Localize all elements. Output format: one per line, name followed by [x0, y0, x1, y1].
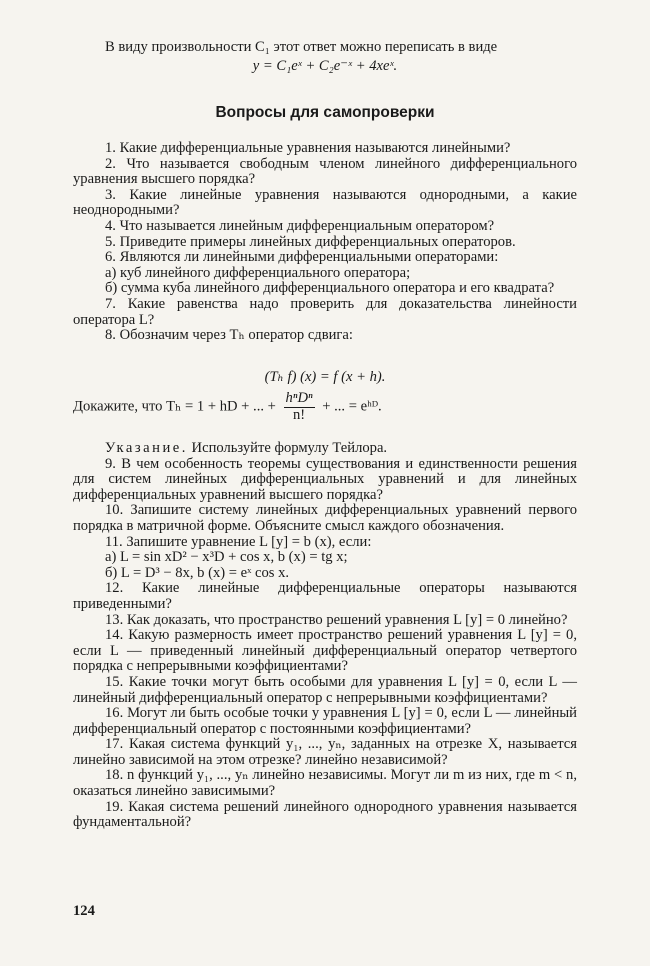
question-5: 5. Приведите примеры линейных дифференциальных операторов. [105, 233, 516, 250]
question-6: 6. Являются ли линейными дифференциальными операторами: [105, 249, 499, 266]
question-6b: б) сумма куба линейного дифференциального оператора и его квадрата? [105, 280, 555, 297]
question-10: 10. Запишите систему линейных дифференциальных уравнений первого порядка в матричной форме. Объясните смысл каждого обозначения. [73, 502, 577, 534]
questions-part-2 [73, 441, 577, 831]
hint-text: Используйте формулу Тейлора. [191, 440, 388, 456]
questions-part-1 [73, 141, 577, 344]
question-11a: а) L = sin xD² − x³D + cos x, b (x) = tg x; [105, 549, 348, 566]
intro-text: В виду произвольности C₁ этот ответ можно переписать в виде [105, 39, 498, 55]
prove-lead: Докажите, что Tₕ = 1 + hD + ... + [73, 398, 276, 415]
question-9: 9. В чем особенность теоремы существования и единственности решения для систем линейных дифференциальных уравнений и для линейных дифференциальных уравнений высшего порядка? [73, 455, 577, 503]
hint-label: Указание. [105, 440, 188, 456]
question-17: 17. Какая система функций y₁, ..., yₙ, заданных на отрезке X, называется линейно зависимой на этом отрезке? линейно независимой? [73, 736, 577, 768]
prove-line [73, 391, 577, 423]
question-13: 13. Как доказать, что пространство решений уравнения L [y] = 0 линейно? [105, 611, 568, 628]
question-11b: б) L = D³ − 8x, b (x) = eˣ cos x. [105, 564, 290, 581]
section-title: Вопросы для самопроверки [215, 104, 435, 121]
intro-block [73, 40, 577, 74]
hint [73, 441, 577, 457]
prove-tail: + ... = eʰᴰ. [322, 398, 382, 415]
question-14: 14. Какую размерность имеет пространство решений уравнения L [y] = 0, если L — приведенный линейный дифференциальный оператор четвертого порядка с непрерывными коэффициентами? [73, 627, 577, 675]
prove-fraction [284, 391, 315, 423]
question-11: 11. Запишите уравнение L [y] = b (x), если: [105, 533, 372, 550]
fraction-denominator: n! [292, 407, 306, 423]
intro-formula: y = C₁eˣ + C₂e⁻ˣ + 4xeˣ. [252, 57, 398, 74]
question-8: 8. Обозначим через Tₕ оператор сдвига: [105, 327, 353, 344]
question-6a: а) куб линейного дифференциального оператора; [105, 264, 411, 281]
question-12: 12. Какие линейные дифференциальные операторы называются приведенными? [73, 580, 577, 612]
page-number: 124 [73, 903, 95, 919]
question-3: 3. Какие линейные уравнения называются однородными, а какие неоднородными? [73, 186, 577, 219]
question-15: 15. Какие точки могут быть особыми для уравнения L [y] = 0, если L — линейный дифференциальный оператор с непрерывными коэффициентами? [73, 673, 577, 706]
question-2: 2. Что называется свободным членом линейного дифференциального уравнения высшего порядка? [73, 155, 577, 188]
question-18: 18. n функций y₁, ..., yₙ линейно независимы. Могут ли m из них, где m < n, оказаться линейно зависимыми? [73, 767, 577, 800]
fraction-numerator: hⁿDⁿ [285, 390, 313, 406]
question-1: 1. Какие дифференциальные уравнения называются линейными? [105, 140, 511, 156]
question-4: 4. Что называется линейным дифференциальным оператором? [105, 217, 495, 234]
shift-formula: (Tₕ f) (x) = f (x + h). [264, 369, 386, 385]
question-19: 19. Какая система решений линейного однородного уравнения называется фундаментальной? [73, 798, 577, 831]
question-16: 16. Могут ли быть особые точки у уравнения L [y] = 0, если L — линейный дифференциальный оператор с постоянными коэффициентами? [73, 705, 577, 737]
question-7: 7. Какие равенства надо проверить для доказательства линейности оператора L? [73, 295, 577, 328]
